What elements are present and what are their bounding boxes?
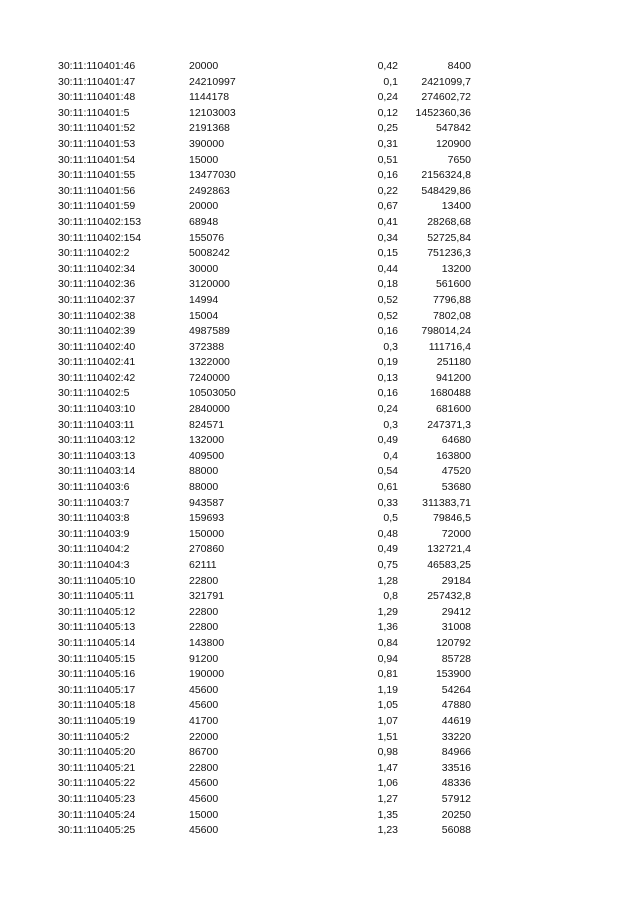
table-row — [0, 340, 640, 356]
cadastral-number-cell: 30:11:110402:38 — [58, 309, 136, 322]
cadastral-number-cell: 30:11:110401:56 — [58, 184, 136, 197]
total-cell: 251180 — [436, 356, 471, 369]
cadastral-number-cell: 30:11:110405:10 — [58, 574, 136, 587]
total-cell: 64680 — [441, 434, 471, 447]
total-cell: 247371,3 — [427, 418, 471, 431]
total-cell: 28268,68 — [427, 215, 471, 228]
value-cell: 45600 — [189, 792, 219, 805]
rate-cell: 0,49 — [377, 543, 398, 556]
rate-cell: 1,07 — [377, 714, 398, 727]
rate-cell: 1,27 — [377, 792, 398, 805]
table-row — [0, 636, 640, 652]
total-cell: 7802,08 — [433, 309, 471, 322]
total-cell: 79846,5 — [433, 512, 471, 525]
value-cell: 155076 — [189, 231, 225, 244]
rate-cell: 0,8 — [383, 590, 398, 603]
cadastral-number-cell: 30:11:110402:41 — [58, 356, 136, 369]
rate-cell: 1,05 — [377, 699, 398, 712]
rate-cell: 0,33 — [377, 496, 398, 509]
table-row — [0, 652, 640, 668]
total-cell: 13400 — [441, 200, 471, 213]
cadastral-number-cell: 30:11:110403:13 — [58, 449, 136, 462]
value-cell: 143800 — [189, 636, 225, 649]
total-cell: 44619 — [441, 714, 471, 727]
table-row — [0, 589, 640, 605]
table-row — [0, 511, 640, 527]
value-cell: 68948 — [189, 215, 219, 228]
total-cell: 561600 — [435, 278, 471, 291]
value-cell: 22800 — [189, 761, 219, 774]
cadastral-number-cell: 30:11:110404:2 — [58, 543, 130, 556]
cadastral-number-cell: 30:11:110403:14 — [58, 465, 136, 478]
total-cell: 548429,86 — [421, 184, 471, 197]
cadastral-number-cell: 30:11:110405:18 — [58, 699, 136, 712]
cadastral-number-cell: 30:11:110405:23 — [58, 792, 136, 805]
total-cell: 120900 — [435, 137, 471, 150]
total-cell: 8400 — [447, 60, 471, 72]
table-row — [0, 59, 640, 75]
total-cell: 48336 — [441, 777, 471, 790]
rate-cell: 0,94 — [377, 652, 398, 665]
total-cell: 132721,4 — [427, 543, 471, 556]
total-cell: 7650 — [447, 153, 471, 166]
rate-cell: 0,13 — [377, 371, 398, 384]
rate-cell: 0,18 — [377, 278, 398, 291]
rate-cell: 0,25 — [377, 122, 398, 135]
cadastral-number-cell: 30:11:110405:12 — [58, 605, 136, 618]
rate-cell: 0,34 — [377, 231, 398, 244]
value-cell: 30000 — [189, 262, 219, 275]
table-row — [0, 121, 640, 137]
cadastral-number-cell: 30:11:110402:154 — [58, 231, 142, 244]
value-cell: 390000 — [189, 137, 225, 150]
cadastral-number-cell: 30:11:110405:21 — [58, 761, 136, 774]
cadastral-number-cell: 30:11:110402:34 — [58, 262, 136, 275]
value-cell: 45600 — [189, 683, 219, 696]
table-row — [0, 823, 640, 839]
cadastral-number-cell: 30:11:110402:153 — [58, 215, 142, 228]
cadastral-number-cell: 30:11:110405:2 — [58, 730, 130, 743]
cadastral-number-cell: 30:11:110401:5 — [58, 106, 130, 119]
rate-cell: 0,22 — [377, 184, 398, 197]
table-row — [0, 137, 640, 153]
total-cell: 72000 — [441, 527, 471, 540]
total-cell: 311383,71 — [422, 496, 471, 509]
value-cell: 12103003 — [189, 106, 236, 119]
total-cell: 153900 — [435, 668, 471, 681]
rate-cell: 0,44 — [377, 262, 398, 275]
value-cell: 20000 — [189, 200, 219, 213]
cadastral-number-cell: 30:11:110403:11 — [58, 418, 135, 431]
value-cell: 2840000 — [189, 403, 230, 416]
total-cell: 53680 — [441, 481, 471, 494]
total-cell: 85728 — [441, 652, 471, 665]
table-row — [0, 433, 640, 449]
table-row — [0, 402, 640, 418]
table-row — [0, 199, 640, 215]
total-cell: 751236,3 — [427, 247, 471, 260]
rate-cell: 1,47 — [377, 761, 398, 774]
value-cell: 1144178 — [189, 91, 230, 104]
value-cell: 1322000 — [189, 356, 230, 369]
cadastral-number-cell: 30:11:110405:13 — [58, 621, 136, 634]
value-cell: 5008242 — [189, 247, 230, 260]
rate-cell: 1,35 — [377, 808, 398, 821]
value-cell: 10503050 — [189, 387, 236, 400]
total-cell: 798014,24 — [421, 325, 471, 338]
cadastral-number-cell: 30:11:110401:59 — [58, 200, 136, 213]
rate-cell: 1,06 — [377, 777, 398, 790]
total-cell: 56088 — [441, 824, 471, 837]
value-cell: 22800 — [189, 621, 219, 634]
value-cell: 15004 — [189, 309, 219, 322]
cadastral-number-cell: 30:11:110405:22 — [58, 777, 136, 790]
rate-cell: 1,19 — [377, 683, 398, 696]
cadastral-number-cell: 30:11:110401:55 — [58, 169, 136, 182]
rate-cell: 1,36 — [377, 621, 398, 634]
rate-cell: 0,19 — [377, 356, 398, 369]
value-cell: 22800 — [189, 605, 219, 618]
table-row — [0, 730, 640, 746]
rate-cell: 0,67 — [377, 200, 398, 213]
value-cell: 88000 — [189, 465, 219, 478]
rate-cell: 0,75 — [377, 559, 398, 571]
cadastral-number-cell: 30:11:110402:39 — [58, 325, 136, 338]
table-row — [0, 542, 640, 558]
total-cell: 547842 — [435, 122, 471, 135]
table-row — [0, 683, 640, 699]
rate-cell: 0,4 — [383, 449, 398, 462]
cadastral-number-cell: 30:11:110405:16 — [58, 668, 136, 681]
rate-cell: 1,51 — [377, 730, 398, 743]
value-cell: 150000 — [189, 527, 225, 540]
total-cell: 46583,25 — [427, 559, 471, 571]
cadastral-number-cell: 30:11:110403:6 — [58, 481, 130, 494]
total-cell: 29412 — [441, 605, 471, 618]
total-cell: 1452360,36 — [415, 106, 471, 119]
total-cell: 274602,72 — [421, 91, 471, 104]
rate-cell: 0,98 — [377, 746, 398, 759]
table-row — [0, 418, 640, 434]
cadastral-number-cell: 30:11:110405:15 — [58, 652, 136, 665]
total-cell: 47880 — [441, 699, 471, 712]
rate-cell: 0,51 — [377, 153, 398, 166]
value-cell: 372388 — [189, 340, 225, 353]
rate-cell: 0,52 — [377, 293, 398, 306]
table-row — [0, 90, 640, 106]
table-row — [0, 75, 640, 91]
total-cell: 120792 — [435, 636, 471, 649]
cadastral-number-cell: 30:11:110402:42 — [58, 371, 136, 384]
rate-cell: 0,49 — [377, 434, 398, 447]
data-table — [0, 59, 640, 839]
value-cell: 24210997 — [189, 75, 236, 88]
rate-cell: 0,42 — [377, 60, 398, 72]
rate-cell: 1,28 — [377, 574, 398, 587]
total-cell: 20250 — [441, 808, 471, 821]
table-row — [0, 464, 640, 480]
cadastral-number-cell: 30:11:110405:25 — [58, 824, 136, 837]
table-row — [0, 480, 640, 496]
total-cell: 57912 — [441, 792, 471, 805]
rate-cell: 0,16 — [377, 387, 398, 400]
table-row — [0, 355, 640, 371]
value-cell: 132000 — [189, 434, 225, 447]
table-row — [0, 527, 640, 543]
cadastral-number-cell: 30:11:110401:47 — [58, 75, 136, 88]
cadastral-number-cell: 30:11:110403:10 — [58, 403, 136, 416]
value-cell: 824571 — [189, 418, 225, 431]
table-row — [0, 293, 640, 309]
value-cell: 20000 — [189, 60, 219, 72]
table-row — [0, 168, 640, 184]
total-cell: 2156324,8 — [421, 169, 471, 182]
rate-cell: 0,84 — [377, 636, 398, 649]
rate-cell: 0,3 — [383, 340, 398, 353]
cadastral-number-cell: 30:11:110402:40 — [58, 340, 136, 353]
value-cell: 22000 — [189, 730, 219, 743]
rate-cell: 0,24 — [377, 403, 398, 416]
cadastral-number-cell: 30:11:110405:24 — [58, 808, 136, 821]
cadastral-number-cell: 30:11:110405:14 — [58, 636, 136, 649]
total-cell: 941200 — [435, 371, 471, 384]
total-cell: 13200 — [441, 262, 471, 275]
cadastral-number-cell: 30:11:110402:2 — [58, 247, 130, 260]
value-cell: 86700 — [189, 746, 219, 759]
table-row — [0, 496, 640, 512]
value-cell: 270860 — [189, 543, 225, 556]
cadastral-number-cell: 30:11:110405:19 — [58, 714, 136, 727]
rate-cell: 0,81 — [377, 668, 398, 681]
table-row — [0, 698, 640, 714]
rate-cell: 0,48 — [377, 527, 398, 540]
table-row — [0, 106, 640, 122]
table-row — [0, 277, 640, 293]
rate-cell: 0,24 — [377, 91, 398, 104]
table-row — [0, 324, 640, 340]
cadastral-number-cell: 30:11:110403:7 — [58, 496, 130, 509]
value-cell: 7240000 — [189, 371, 230, 384]
table-row — [0, 776, 640, 792]
total-cell: 1680488 — [430, 387, 471, 400]
table-row — [0, 808, 640, 824]
value-cell: 88000 — [189, 481, 219, 494]
cadastral-number-cell: 30:11:110401:52 — [58, 122, 136, 135]
table-row — [0, 792, 640, 808]
rate-cell: 0,61 — [377, 481, 398, 494]
value-cell: 159693 — [189, 512, 225, 525]
cadastral-number-cell: 30:11:110402:37 — [58, 293, 136, 306]
cadastral-number-cell: 30:11:110401:46 — [58, 60, 136, 72]
rate-cell: 0,41 — [377, 215, 398, 228]
table-row — [0, 605, 640, 621]
table-row — [0, 620, 640, 636]
value-cell: 15000 — [189, 808, 219, 821]
rate-cell: 1,23 — [377, 824, 398, 837]
rate-cell: 0,16 — [377, 169, 398, 182]
cadastral-number-cell: 30:11:110401:53 — [58, 137, 136, 150]
total-cell: 163800 — [435, 449, 471, 462]
total-cell: 47520 — [441, 465, 471, 478]
table-row — [0, 449, 640, 465]
cadastral-number-cell: 30:11:110403:9 — [58, 527, 130, 540]
value-cell: 45600 — [189, 699, 219, 712]
value-cell: 15000 — [189, 153, 219, 166]
table-row — [0, 745, 640, 761]
total-cell: 54264 — [441, 683, 471, 696]
rate-cell: 0,31 — [377, 137, 398, 150]
total-cell: 681600 — [435, 403, 471, 416]
table-row — [0, 184, 640, 200]
total-cell: 257432,8 — [427, 590, 471, 603]
cadastral-number-cell: 30:11:110405:11 — [58, 590, 135, 603]
table-row — [0, 371, 640, 387]
value-cell: 190000 — [189, 668, 225, 681]
cadastral-number-cell: 30:11:110401:48 — [58, 91, 136, 104]
cadastral-number-cell: 30:11:110405:17 — [58, 683, 136, 696]
cadastral-number-cell: 30:11:110401:54 — [58, 153, 136, 166]
table-row — [0, 231, 640, 247]
value-cell: 62111 — [189, 559, 217, 571]
table-row — [0, 714, 640, 730]
rate-cell: 0,5 — [383, 512, 398, 525]
table-row — [0, 153, 640, 169]
table-row — [0, 386, 640, 402]
cadastral-number-cell: 30:11:110403:8 — [58, 512, 130, 525]
total-cell: 33516 — [441, 761, 471, 774]
total-cell: 7796,88 — [433, 293, 471, 306]
total-cell: 33220 — [441, 730, 471, 743]
total-cell: 29184 — [441, 574, 471, 587]
value-cell: 22800 — [189, 574, 219, 587]
value-cell: 45600 — [189, 777, 219, 790]
rate-cell: 0,3 — [383, 418, 398, 431]
value-cell: 4987589 — [189, 325, 230, 338]
table-row — [0, 558, 640, 574]
rate-cell: 0,54 — [377, 465, 398, 478]
rate-cell: 0,15 — [377, 247, 398, 260]
cadastral-number-cell: 30:11:110402:36 — [58, 278, 136, 291]
table-row — [0, 761, 640, 777]
rate-cell: 0,16 — [377, 325, 398, 338]
value-cell: 45600 — [189, 824, 219, 837]
value-cell: 943587 — [189, 496, 225, 509]
table-row — [0, 262, 640, 278]
value-cell: 41700 — [189, 714, 219, 727]
table-row — [0, 667, 640, 683]
value-cell: 3120000 — [189, 278, 230, 291]
value-cell: 2191368 — [189, 122, 230, 135]
total-cell: 31008 — [441, 621, 471, 634]
rate-cell: 0,52 — [377, 309, 398, 322]
cadastral-number-cell: 30:11:110403:12 — [58, 434, 136, 447]
table-row — [0, 246, 640, 262]
cadastral-number-cell: 30:11:110404:3 — [58, 559, 130, 571]
table-row — [0, 309, 640, 325]
table-row — [0, 215, 640, 231]
value-cell: 14994 — [189, 293, 219, 306]
rate-cell: 0,12 — [377, 106, 398, 119]
cadastral-number-cell: 30:11:110402:5 — [58, 387, 130, 400]
total-cell: 84966 — [441, 746, 471, 759]
value-cell: 321791 — [189, 590, 225, 603]
cadastral-number-cell: 30:11:110405:20 — [58, 746, 136, 759]
table-row — [0, 574, 640, 590]
total-cell: 111716,4 — [428, 340, 471, 353]
rate-cell: 0,1 — [383, 75, 398, 88]
value-cell: 2492863 — [189, 184, 230, 197]
value-cell: 409500 — [189, 449, 225, 462]
rate-cell: 1,29 — [377, 605, 398, 618]
total-cell: 2421099,7 — [421, 75, 471, 88]
value-cell: 13477030 — [189, 169, 236, 182]
value-cell: 91200 — [189, 652, 219, 665]
total-cell: 52725,84 — [427, 231, 471, 244]
